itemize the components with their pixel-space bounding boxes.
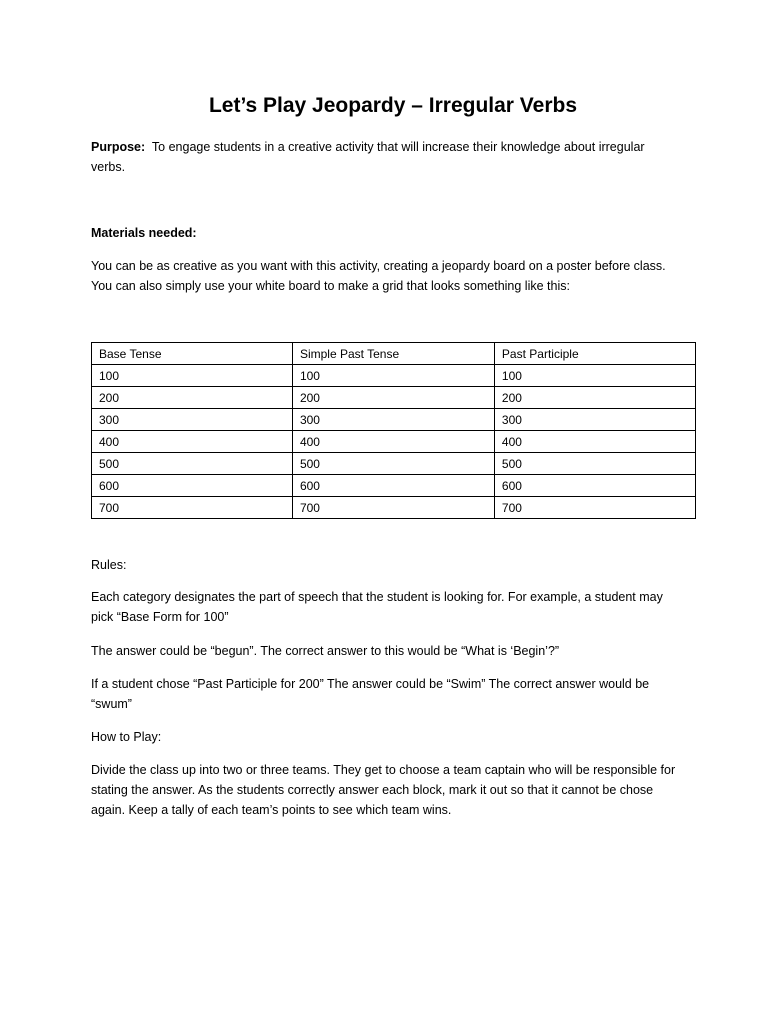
table-cell: 400: [92, 431, 293, 453]
table-row: [92, 497, 696, 519]
table-cell: 700: [292, 497, 494, 519]
table-cell: 400: [292, 431, 494, 453]
table-header-row: [92, 343, 696, 365]
table-row: [92, 431, 696, 453]
materials-heading: Materials needed:: [91, 226, 197, 240]
column-header-simple-past-tense: Simple Past Tense: [292, 343, 494, 365]
table-cell: 100: [292, 365, 494, 387]
rules-paragraph-2: The answer could be “begun”. The correct answer to this would be “What is ‘Begin’?”: [91, 644, 560, 658]
table-row: [92, 453, 696, 475]
table-row: [92, 365, 696, 387]
table-cell: 400: [494, 431, 695, 453]
how-to-play-heading: How to Play:: [91, 730, 162, 744]
table-row: [92, 475, 696, 497]
table-cell: 500: [494, 453, 695, 475]
rules-paragraph-1: Each category designates the part of speech that the student is looking for. For example, a student may pick “Base Form for 100”: [91, 590, 663, 624]
rules-heading: Rules:: [91, 558, 127, 572]
table-cell: 500: [292, 453, 494, 475]
table-cell: 100: [92, 365, 293, 387]
purpose-label: Purpose:: [91, 140, 146, 154]
table-cell: 100: [494, 365, 695, 387]
page-title: Let’s Play Jeopardy – Irregular Verbs: [208, 94, 578, 117]
table-cell: 600: [92, 475, 293, 497]
table-cell: 700: [494, 497, 695, 519]
how-to-play-text: Divide the class up into two or three teams. They get to choose a team captain who will be responsible for stating the answer. As the students correctly answer each block, mark it out so that it cannot be chose again. Keep a tally of each team’s points to see which team wins.: [91, 763, 676, 817]
table-row: [92, 409, 696, 431]
column-header-base-tense: Base Tense: [92, 343, 293, 365]
table-cell: 200: [494, 387, 695, 409]
table-row: [92, 387, 696, 409]
table-cell: 200: [92, 387, 293, 409]
jeopardy-grid-table: [91, 342, 696, 519]
materials-text: You can be as creative as you want with this activity, creating a jeopardy board on a poster before class. You can also simply use your white board to make a grid that looks something like this:: [91, 259, 666, 293]
rules-paragraph-3: If a student chose “Past Participle for 200” The answer could be “Swim” The correct answer would be “swum”: [91, 677, 650, 711]
table-cell: 200: [292, 387, 494, 409]
table-cell: 500: [92, 453, 293, 475]
table-cell: 300: [92, 409, 293, 431]
table-cell: 300: [494, 409, 695, 431]
purpose-text: To engage students in a creative activity that will increase their knowledge about irregular verbs.: [91, 140, 645, 174]
column-header-past-participle: Past Participle: [494, 343, 695, 365]
purpose-paragraph: [91, 137, 681, 177]
table-cell: 300: [292, 409, 494, 431]
table-cell: 600: [292, 475, 494, 497]
table-cell: 700: [92, 497, 293, 519]
table-cell: 600: [494, 475, 695, 497]
